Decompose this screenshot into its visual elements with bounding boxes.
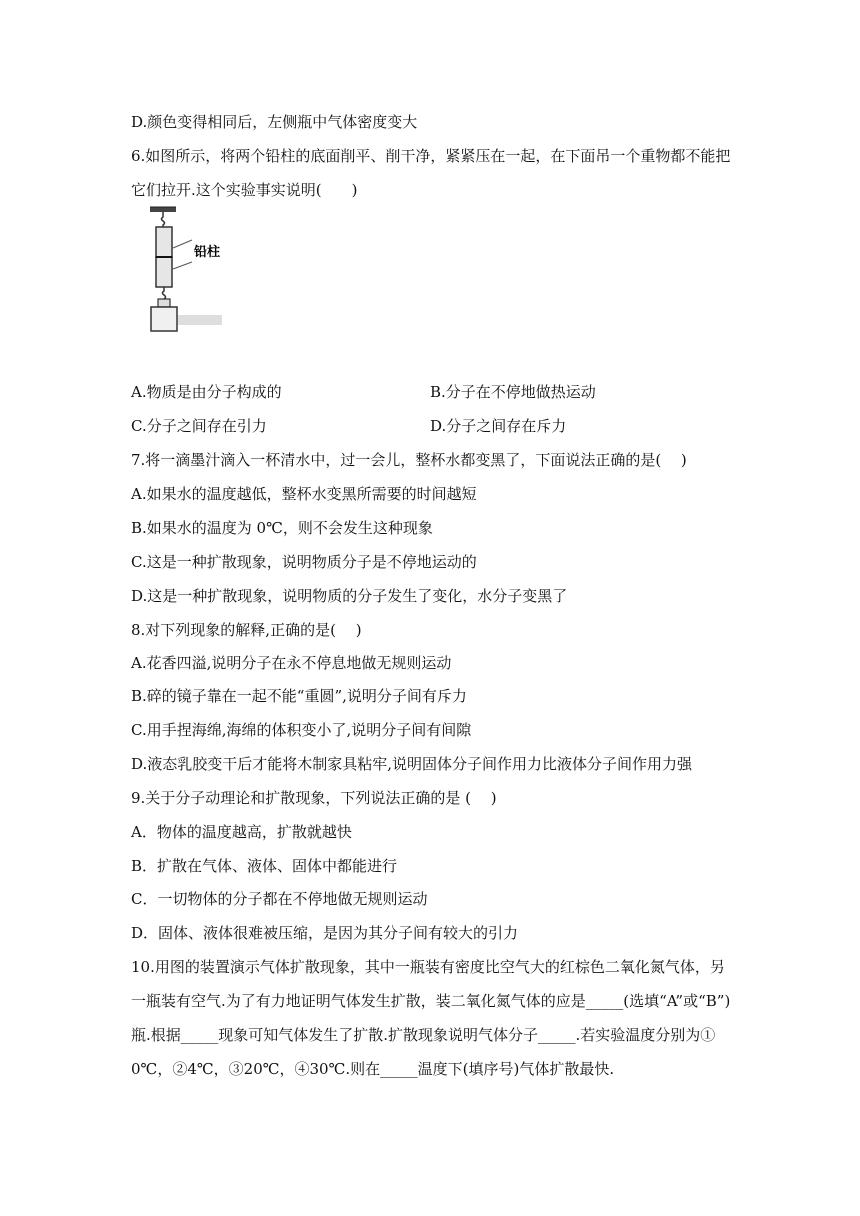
question-6-option-d: D.分子之间存在斥力 bbox=[430, 417, 567, 435]
question-8-option-d: D.液态乳胶变干后才能将木制家具粘牢,说明固体分子间作用力比液体分子间作用力强 bbox=[131, 755, 693, 773]
question-10-line-3: 瓶.根据_____现象可知气体发生了扩散.扩散现象说明气体分子_____.若实验温度分别为① bbox=[131, 1026, 716, 1044]
question-10-line-2: 一瓶装有空气.为了有力地证明气体发生扩散，装二氧化氮气体的应是_____(选填“A”或“B”) bbox=[131, 992, 731, 1010]
question-7-option-b: B.如果水的温度为 0℃，则不会发生这种现象 bbox=[131, 519, 433, 537]
question-9-option-a: A．物体的温度越高，扩散就越快 bbox=[131, 823, 352, 841]
ceiling-mount bbox=[150, 207, 176, 212]
blurred-mark bbox=[178, 315, 222, 325]
lead-cylinder-lower bbox=[156, 257, 172, 287]
question-6-option-c: C.分子之间存在引力 bbox=[131, 417, 267, 435]
question-9-stem: 9.关于分子动理论和扩散现象，下列说法正确的是 ( ) bbox=[131, 789, 497, 807]
question-6-stem-line-1: 6.如图所示，将两个铅柱的底面削平、削干净，紧紧压在一起，在下面吊一个重物都不能把 bbox=[131, 147, 731, 165]
question-9-option-c: C．一切物体的分子都在不停地做无规则运动 bbox=[131, 890, 428, 908]
hook-top bbox=[162, 212, 165, 227]
question-8-option-c: C.用手捏海绵,海绵的体积变小了,说明分子间有间隙 bbox=[131, 721, 472, 739]
question-8-option-a: A.花香四溢,说明分子在永不停息地做无规则运动 bbox=[131, 654, 452, 672]
figure-label: 铅柱 bbox=[194, 245, 221, 260]
question-9-option-d: D．固体、液体很难被压缩，是因为其分子间有较大的引力 bbox=[131, 924, 519, 942]
hook-bottom bbox=[163, 287, 166, 299]
question-7-stem: 7.将一滴墨汁滴入一杯清水中，过一会儿，整杯水都变黑了，下面说法正确的是( ) bbox=[131, 451, 687, 469]
question-7-option-a: A.如果水的温度越低，整杯水变黑所需要的时间越短 bbox=[131, 485, 477, 503]
question-5-option-d: D.颜色变得相同后，左侧瓶中气体密度变大 bbox=[131, 113, 418, 131]
weight-neck bbox=[158, 299, 170, 307]
question-7-option-d: D.这是一种扩散现象，说明物质的分子发生了变化，水分子变黑了 bbox=[131, 587, 568, 605]
question-6-option-b: B.分子在不停地做热运动 bbox=[430, 383, 596, 401]
question-8-stem: 8.对下列现象的解释,正确的是( ) bbox=[131, 621, 362, 639]
question-7-option-c: C.这是一种扩散现象，说明物质分子是不停地运动的 bbox=[131, 553, 477, 571]
question-10-line-1: 10.用图的装置演示气体扩散现象，其中一瓶装有密度比空气大的红棕色二氧化氮气体，另 bbox=[131, 958, 725, 976]
question-6-stem-line-2: 它们拉开.这个实验事实说明( ) bbox=[131, 181, 358, 199]
question-9-option-b: B．扩散在气体、液体、固体中都能进行 bbox=[131, 857, 398, 875]
lead-cylinder-upper bbox=[156, 227, 172, 257]
lead-cylinder-figure bbox=[140, 205, 230, 335]
question-10-line-4: 0℃，②4℃，③20℃，④30℃.则在_____温度下(填序号)气体扩散最快. bbox=[131, 1060, 615, 1078]
question-6-option-a: A.物质是由分子构成的 bbox=[131, 383, 282, 401]
question-8-option-b: B.碎的镜子靠在一起不能“重圆”,说明分子间有斥力 bbox=[131, 687, 467, 705]
weight-body bbox=[151, 307, 177, 331]
